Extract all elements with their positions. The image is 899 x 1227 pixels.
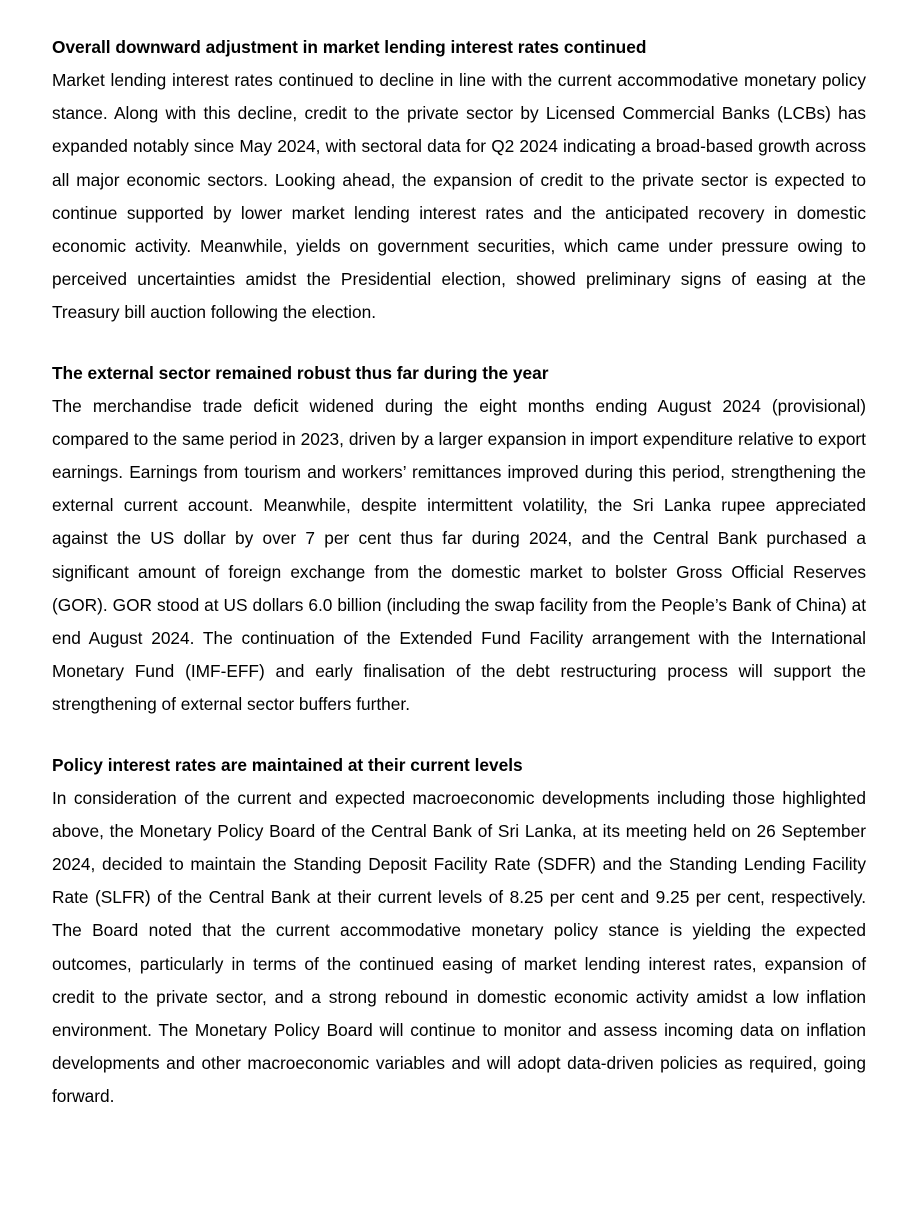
section-heading: Policy interest rates are maintained at their current levels	[52, 754, 523, 775]
section-heading: Overall downward adjustment in market lending interest rates continued	[52, 37, 647, 57]
section-policy-rates	[52, 754, 866, 1114]
section-paragraph: In consideration of the current and expected macroeconomic developments including those highlighted above, the Monetary Policy Board of the Central Bank of Sri Lanka, at its meeting held on 26 September 2024, decided to maintain the Standing Deposit Facility Rate (SDFR) and the Standing Lending Facility Rate (SLFR) of the Central Bank at their current levels of 8.25 per cent and 9.25 per cent, respectively. The Board noted that the current accommodative monetary policy stance is yielding the expected outcomes, particularly in terms of the continued easing of market lending interest rates, expansion of credit to the private sector, and a strong rebound in domestic economic activity amidst a low inflation environment. The Monetary Policy Board will continue to monitor and assess incoming data on inflation developments and other macroeconomic variables and will adopt data-driven policies as required, going forward.	[52, 787, 866, 1107]
section-external-sector	[52, 362, 866, 722]
document-page	[52, 36, 866, 1114]
section-lending-rates	[52, 36, 866, 330]
section-paragraph: Market lending interest rates continued to decline in line with the current accommodative monetary policy stance. Along with this decline, credit to the private sector by Licensed Commercial Banks (LCBs) has expanded notably since May 2024, with sectoral data for Q2 2024 indicating a broad-based growth across all major economic sectors. Looking ahead, the expansion of credit to the private sector is expected to continue supported by lower market lending interest rates and the anticipated recovery in domestic economic activity. Meanwhile, yields on government securities, which came under pressure owing to perceived uncertainties amidst the Presidential election, showed preliminary signs of easing at the Treasury bill auction following the election.	[52, 70, 866, 323]
section-paragraph: The merchandise trade deficit widened during the eight months ending August 2024 (provisional) compared to the same period in 2023, driven by a larger expansion in import expenditure relative to export earnings. Earnings from tourism and workers’ remittances improved during this period, strengthening the external current account. Meanwhile, despite intermittent volatility, the Sri Lanka rupee appreciated against the US dollar by over 7 per cent thus far during 2024, and the Central Bank purchased a significant amount of foreign exchange from the domestic market to bolster Gross Official Reserves (GOR). GOR stood at US dollars 6.0 billion (including the swap facility from the People’s Bank of China) at end August 2024. The continuation of the Extended Fund Facility arrangement with the International Monetary Fund (IMF-EFF) and early finalisation of the debt restructuring process will support the strengthening of external sector buffers further.	[52, 395, 866, 715]
section-heading: The external sector remained robust thus far during the year	[52, 362, 549, 383]
